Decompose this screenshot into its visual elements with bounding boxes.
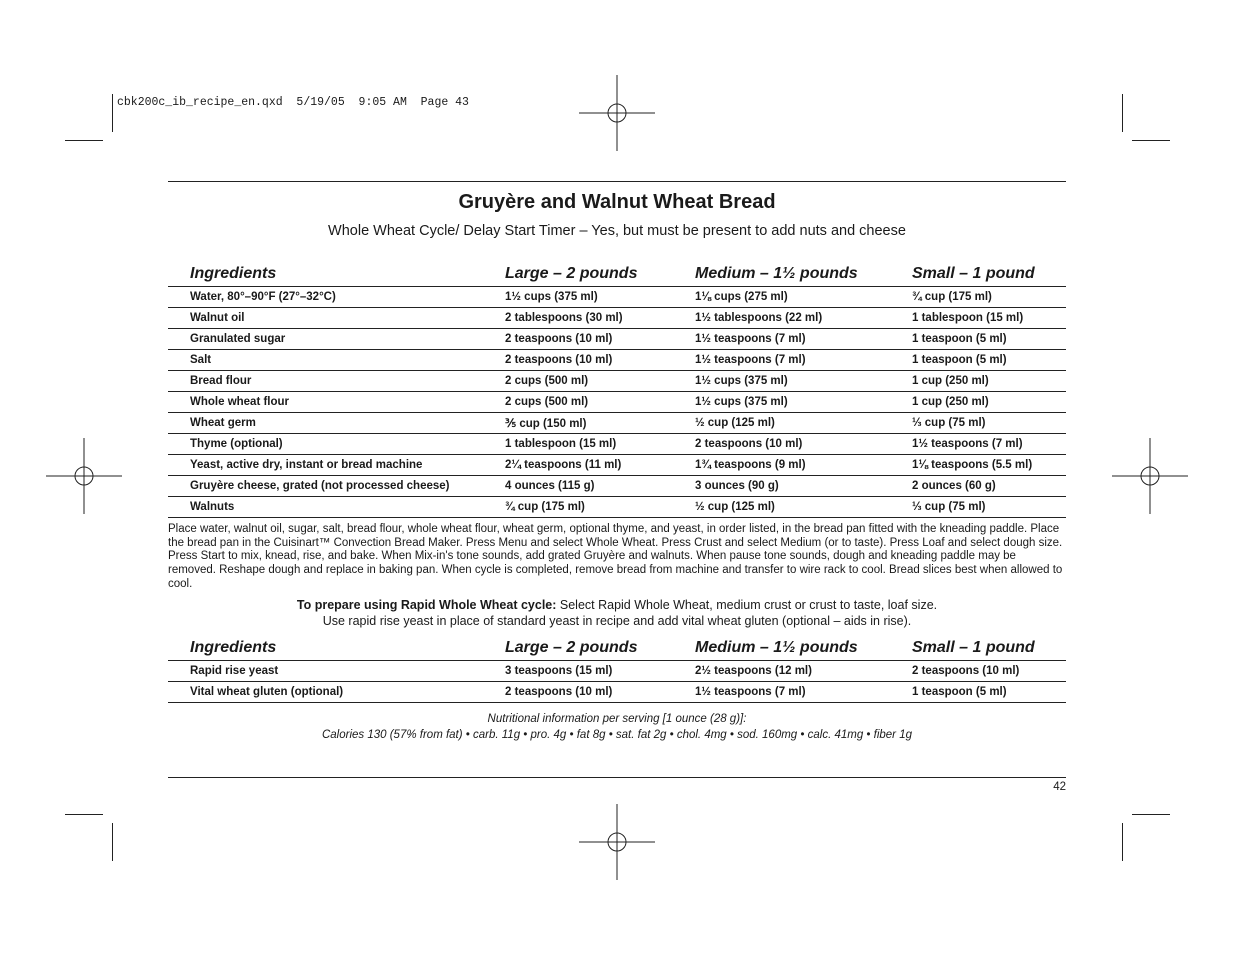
header-large: Large – 2 pounds	[505, 265, 638, 282]
amount-medium: 1½ cups (375 ml)	[695, 392, 912, 413]
amount-large: 2 cups (500 ml)	[505, 392, 695, 413]
ingredient-name: Walnuts	[168, 497, 505, 518]
amount-medium: 1½ teaspoons (7 ml)	[695, 329, 912, 350]
table-row	[168, 455, 1066, 476]
registration-mark-icon	[579, 804, 655, 880]
ingredient-name: Thyme (optional)	[168, 434, 505, 455]
table-row	[168, 497, 1066, 518]
top-rule	[168, 181, 1066, 182]
table-row	[168, 476, 1066, 497]
crop-mark	[1132, 814, 1170, 815]
amount-large: 2 tablespoons (30 ml)	[505, 308, 695, 329]
rapid-cycle-lead: To prepare using Rapid Whole Wheat cycle:	[296, 598, 557, 612]
ingredients-table	[168, 257, 1066, 518]
header-ingredients: Ingredients	[190, 265, 277, 282]
page-number: 42	[1053, 781, 1066, 793]
header-medium: Medium – 1½ pounds	[695, 639, 858, 656]
recipe-title: Gruyère and Walnut Wheat Bread	[458, 191, 776, 213]
instructions-paragraph: Place water, walnut oil, sugar, salt, bread flour, whole wheat flour, wheat germ, optional thyme, and yeast, in order listed, in the bread pan fitted with the kneading paddle. Place the bread pan in the Cuisinart™ Convection Bread Maker. Press Menu and select Whole Wheat. Press Crust and select Medium (or to taste). Press Loaf and select dough size. Press Start to mix, knead, rise, and bake. When Mix-in's tone sounds, add grated Gruyère and walnuts. When pause tone sounds, dough and kneading paddle may be removed. Reshape dough and replace in baking pan. When cycle is completed, remove bread from machine and transfer to wire rack to cool. Bread slices best when allowed to cool.	[168, 523, 1063, 590]
header-ingredients: Ingredients	[190, 639, 277, 656]
amount-medium: 1½ cups (375 ml)	[695, 371, 912, 392]
rapid-cycle-note	[168, 598, 1066, 629]
ingredient-name: Yeast, active dry, instant or bread machine	[168, 455, 505, 476]
amount-medium: 1½ teaspoons (7 ml)	[695, 350, 912, 371]
ingredient-name: Bread flour	[168, 371, 505, 392]
registration-mark-icon	[46, 438, 122, 514]
amount-large: 2¼ teaspoons (11 ml)	[505, 455, 695, 476]
table-row	[168, 392, 1066, 413]
amount-medium: ½ cup (125 ml)	[695, 413, 912, 434]
amount-small: 1 cup (250 ml)	[912, 392, 1066, 413]
nutrition-info	[168, 711, 1066, 743]
crop-mark	[1132, 140, 1170, 141]
amount-large: ⅗ cup (150 ml)	[505, 413, 695, 434]
table-row	[168, 287, 1066, 308]
header-medium: Medium – 1½ pounds	[695, 265, 858, 282]
registration-mark-icon	[579, 75, 655, 151]
table-row	[168, 308, 1066, 329]
nutrition-values: Calories 130 (57% from fat) • carb. 11g • pro. 4g • fat 8g • sat. fat 2g • chol. 4mg • sod. 160mg • calc. 41mg • fiber 1g	[321, 729, 913, 741]
ingredient-name: Water, 80°–90°F (27°–32°C)	[168, 287, 505, 308]
rapid-ingredients-table	[168, 631, 1066, 703]
table-row	[168, 350, 1066, 371]
recipe-subtitle: Whole Wheat Cycle/ Delay Start Timer – Yes, but must be present to add nuts and cheese	[328, 223, 906, 239]
crop-mark	[112, 823, 113, 861]
amount-small: 1 teaspoon (5 ml)	[912, 329, 1066, 350]
rapid-cycle-line2: Use rapid rise yeast in place of standard yeast in recipe and add vital wheat gluten (optional – aids in rise).	[322, 613, 912, 628]
amount-small: 1 tablespoon (15 ml)	[912, 308, 1066, 329]
rapid-cycle-line1: Select Rapid Whole Wheat, medium crust or crust to taste, loaf size.	[556, 598, 938, 612]
nutrition-heading: Nutritional information per serving [1 ounce (28 g)]:	[487, 713, 747, 725]
ingredient-name: Salt	[168, 350, 505, 371]
table-header-row	[168, 631, 1066, 661]
amount-large: 2 cups (500 ml)	[505, 371, 695, 392]
amount-large: ¾ cup (175 ml)	[505, 497, 695, 518]
header-large: Large – 2 pounds	[505, 639, 638, 656]
amount-medium: ½ cup (125 ml)	[695, 497, 912, 518]
amount-small: ⅓ cup (75 ml)	[912, 497, 1066, 518]
ingredient-name: Rapid rise yeast	[168, 661, 505, 682]
amount-medium: 1½ tablespoons (22 ml)	[695, 308, 912, 329]
ingredient-name: Gruyère cheese, grated (not processed cheese)	[168, 476, 505, 497]
amount-small: 1 teaspoon (5 ml)	[912, 350, 1066, 371]
amount-large: 3 teaspoons (15 ml)	[505, 661, 695, 682]
ingredient-name: Granulated sugar	[168, 329, 505, 350]
table-row	[168, 329, 1066, 350]
table-row	[168, 661, 1066, 682]
crop-mark	[1122, 823, 1123, 861]
amount-small: 1 cup (250 ml)	[912, 371, 1066, 392]
table-row	[168, 682, 1066, 703]
file-slug: cbk200c_ib_recipe_en.qxd 5/19/05 9:05 AM Page 43	[117, 96, 469, 109]
table-row	[168, 371, 1066, 392]
ingredient-name: Whole wheat flour	[168, 392, 505, 413]
amount-medium: 3 ounces (90 g)	[695, 476, 912, 497]
ingredient-name: Wheat germ	[168, 413, 505, 434]
ingredient-name: Vital wheat gluten (optional)	[168, 682, 505, 703]
bottom-rule	[168, 777, 1066, 778]
table-row	[168, 434, 1066, 455]
amount-medium: 1⅛ cups (275 ml)	[695, 287, 912, 308]
amount-small: 1½ teaspoons (7 ml)	[912, 434, 1066, 455]
amount-medium: 2½ teaspoons (12 ml)	[695, 661, 912, 682]
header-small: Small – 1 pound	[912, 265, 1035, 282]
amount-small: ⅓ cup (75 ml)	[912, 413, 1066, 434]
amount-small: ¾ cup (175 ml)	[912, 287, 1066, 308]
amount-large: 2 teaspoons (10 ml)	[505, 329, 695, 350]
amount-large: 2 teaspoons (10 ml)	[505, 350, 695, 371]
amount-small: 1 teaspoon (5 ml)	[912, 682, 1066, 703]
amount-medium: 1¾ teaspoons (9 ml)	[695, 455, 912, 476]
crop-mark	[65, 140, 103, 141]
amount-large: 1 tablespoon (15 ml)	[505, 434, 695, 455]
ingredient-name: Walnut oil	[168, 308, 505, 329]
table-row	[168, 413, 1066, 434]
crop-mark	[112, 94, 113, 132]
header-small: Small – 1 pound	[912, 639, 1035, 656]
amount-large: 4 ounces (115 g)	[505, 476, 695, 497]
amount-large: 1½ cups (375 ml)	[505, 287, 695, 308]
registration-mark-icon	[1112, 438, 1188, 514]
crop-mark	[1122, 94, 1123, 132]
amount-medium: 1½ teaspoons (7 ml)	[695, 682, 912, 703]
amount-large: 2 teaspoons (10 ml)	[505, 682, 695, 703]
crop-mark	[65, 814, 103, 815]
amount-small: 1⅛ teaspoons (5.5 ml)	[912, 455, 1066, 476]
table-header-row	[168, 257, 1066, 287]
amount-small: 2 ounces (60 g)	[912, 476, 1066, 497]
amount-medium: 2 teaspoons (10 ml)	[695, 434, 912, 455]
amount-small: 2 teaspoons (10 ml)	[912, 661, 1066, 682]
